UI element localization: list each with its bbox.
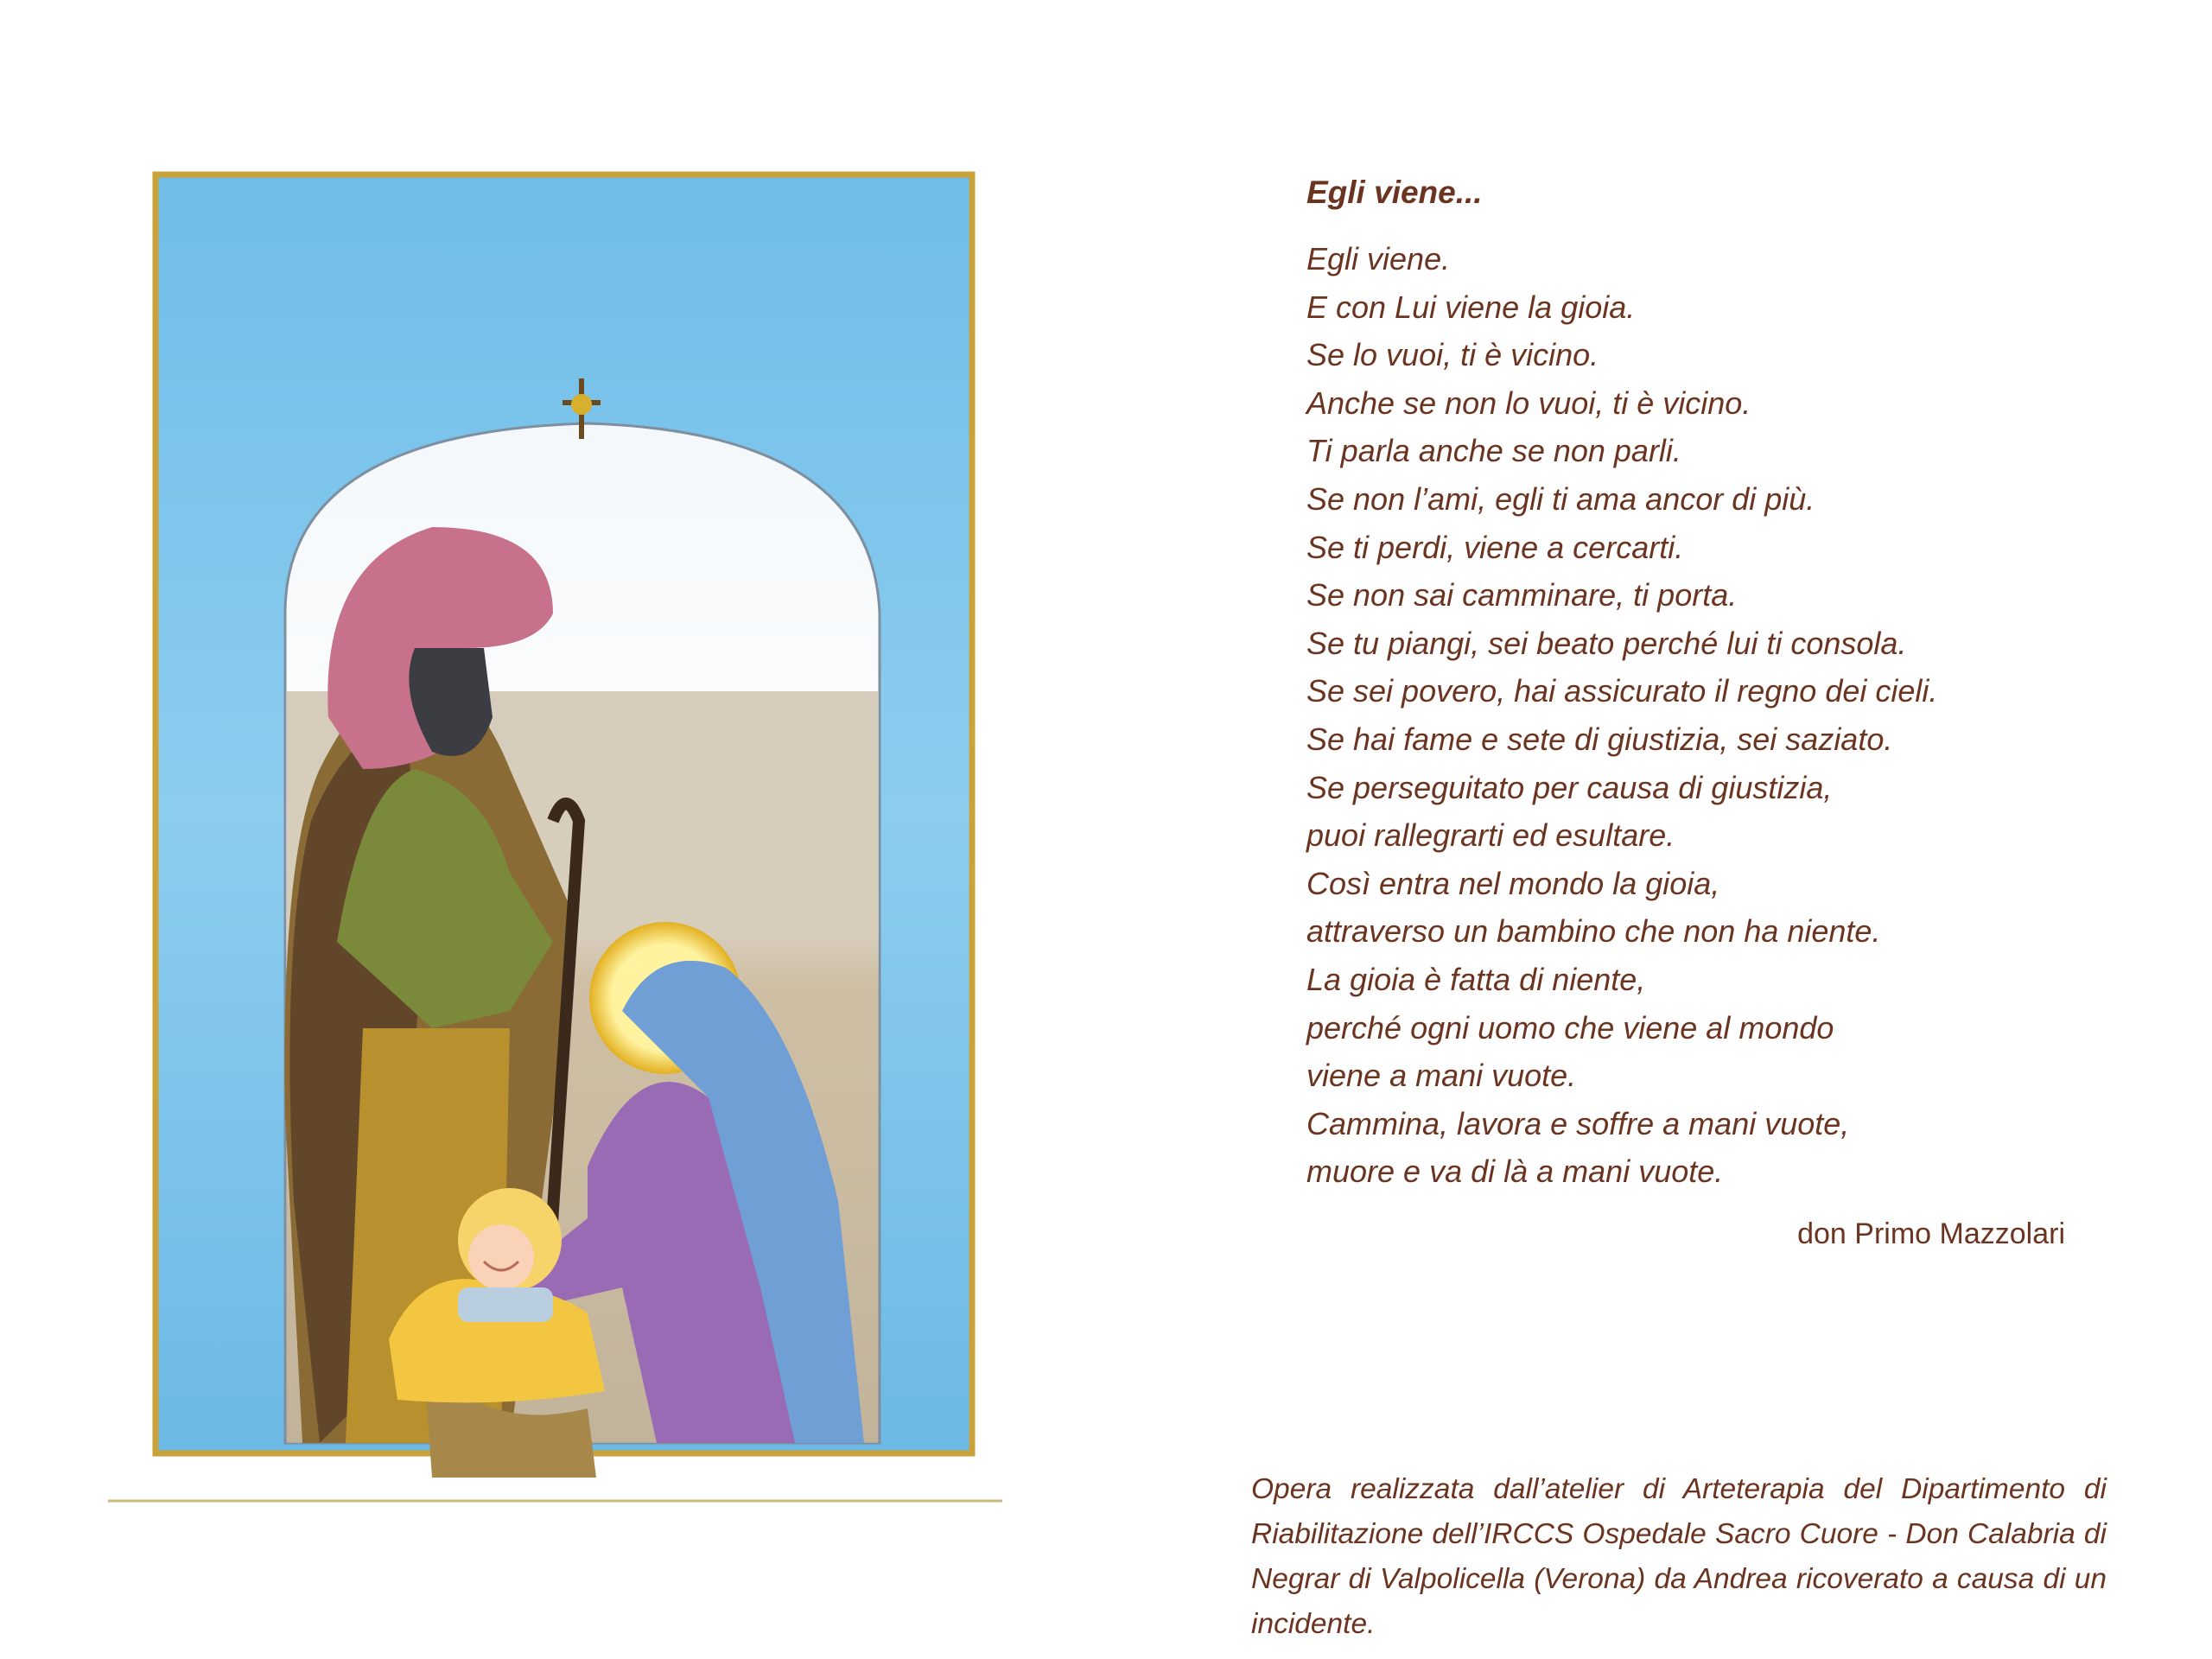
poem-title: Egli viene... — [1306, 175, 1483, 210]
poem-line: E con Lui viene la gioia. — [1306, 289, 1636, 325]
poem-line: viene a mani vuote. — [1306, 1058, 1577, 1094]
poem-line: Egli viene. — [1306, 241, 1451, 276]
poem-line: Se ti perdi, viene a cercarti. — [1306, 529, 1684, 565]
poem-line: Se perseguitato per causa di giustizia, — [1306, 769, 1833, 805]
nativity-watercolor-illustration — [104, 164, 1020, 1512]
baby-face — [468, 1224, 534, 1290]
baby-blanket — [458, 1287, 553, 1322]
poem-lines — [1306, 235, 2084, 1196]
poem-line: Se tu piangi, sei beato perché lui ti consola. — [1306, 625, 1907, 661]
poem-line: attraverso un bambino che non ha niente. — [1306, 913, 1881, 950]
poem-line: Se non l’ami, egli ti ama ancor di più. — [1306, 480, 1815, 517]
poem-line: Ti parla anche se non parli. — [1306, 433, 1681, 469]
artwork-credit: Opera realizzata dall’atelier di Arteterapia del Dipartimento di Riabilitazione dell’IRCCS Ospedale Sacro Cuore - Don Calabria di Negrar di Valpolicella (Verona) da Andrea ricoverato a causa di un incidente. — [1251, 1472, 2107, 1640]
poem-line: Cammina, lavora e soffre a mani vuote, — [1306, 1105, 1850, 1141]
poem-line: puoi rallegrarti ed esultare. — [1306, 817, 1675, 854]
poem-line: Così entra nel mondo la gioia, — [1306, 865, 1720, 901]
poem — [1306, 173, 2084, 1196]
poem-line: muore e va di là a mani vuote. — [1306, 1154, 1724, 1190]
poem-line: La gioia è fatta di niente, — [1306, 961, 1646, 997]
poem-line: perché ogni uomo che viene al mondo — [1306, 1009, 1834, 1046]
poem-line: Se hai fame e sete di giustizia, sei saziato. — [1306, 721, 1893, 757]
poem-line: Se sei povero, hai assicurato il regno dei cieli. — [1306, 673, 1938, 709]
nativity-painting — [104, 164, 1020, 1512]
poem-line: Se non sai camminare, ti porta. — [1306, 577, 1738, 613]
poem-author: don Primo Mazzolari — [1797, 1217, 2065, 1250]
poem-line: Se lo vuoi, ti è vicino. — [1306, 337, 1599, 373]
poem-line: Anche se non lo vuoi, ti è vicino. — [1306, 385, 1751, 421]
